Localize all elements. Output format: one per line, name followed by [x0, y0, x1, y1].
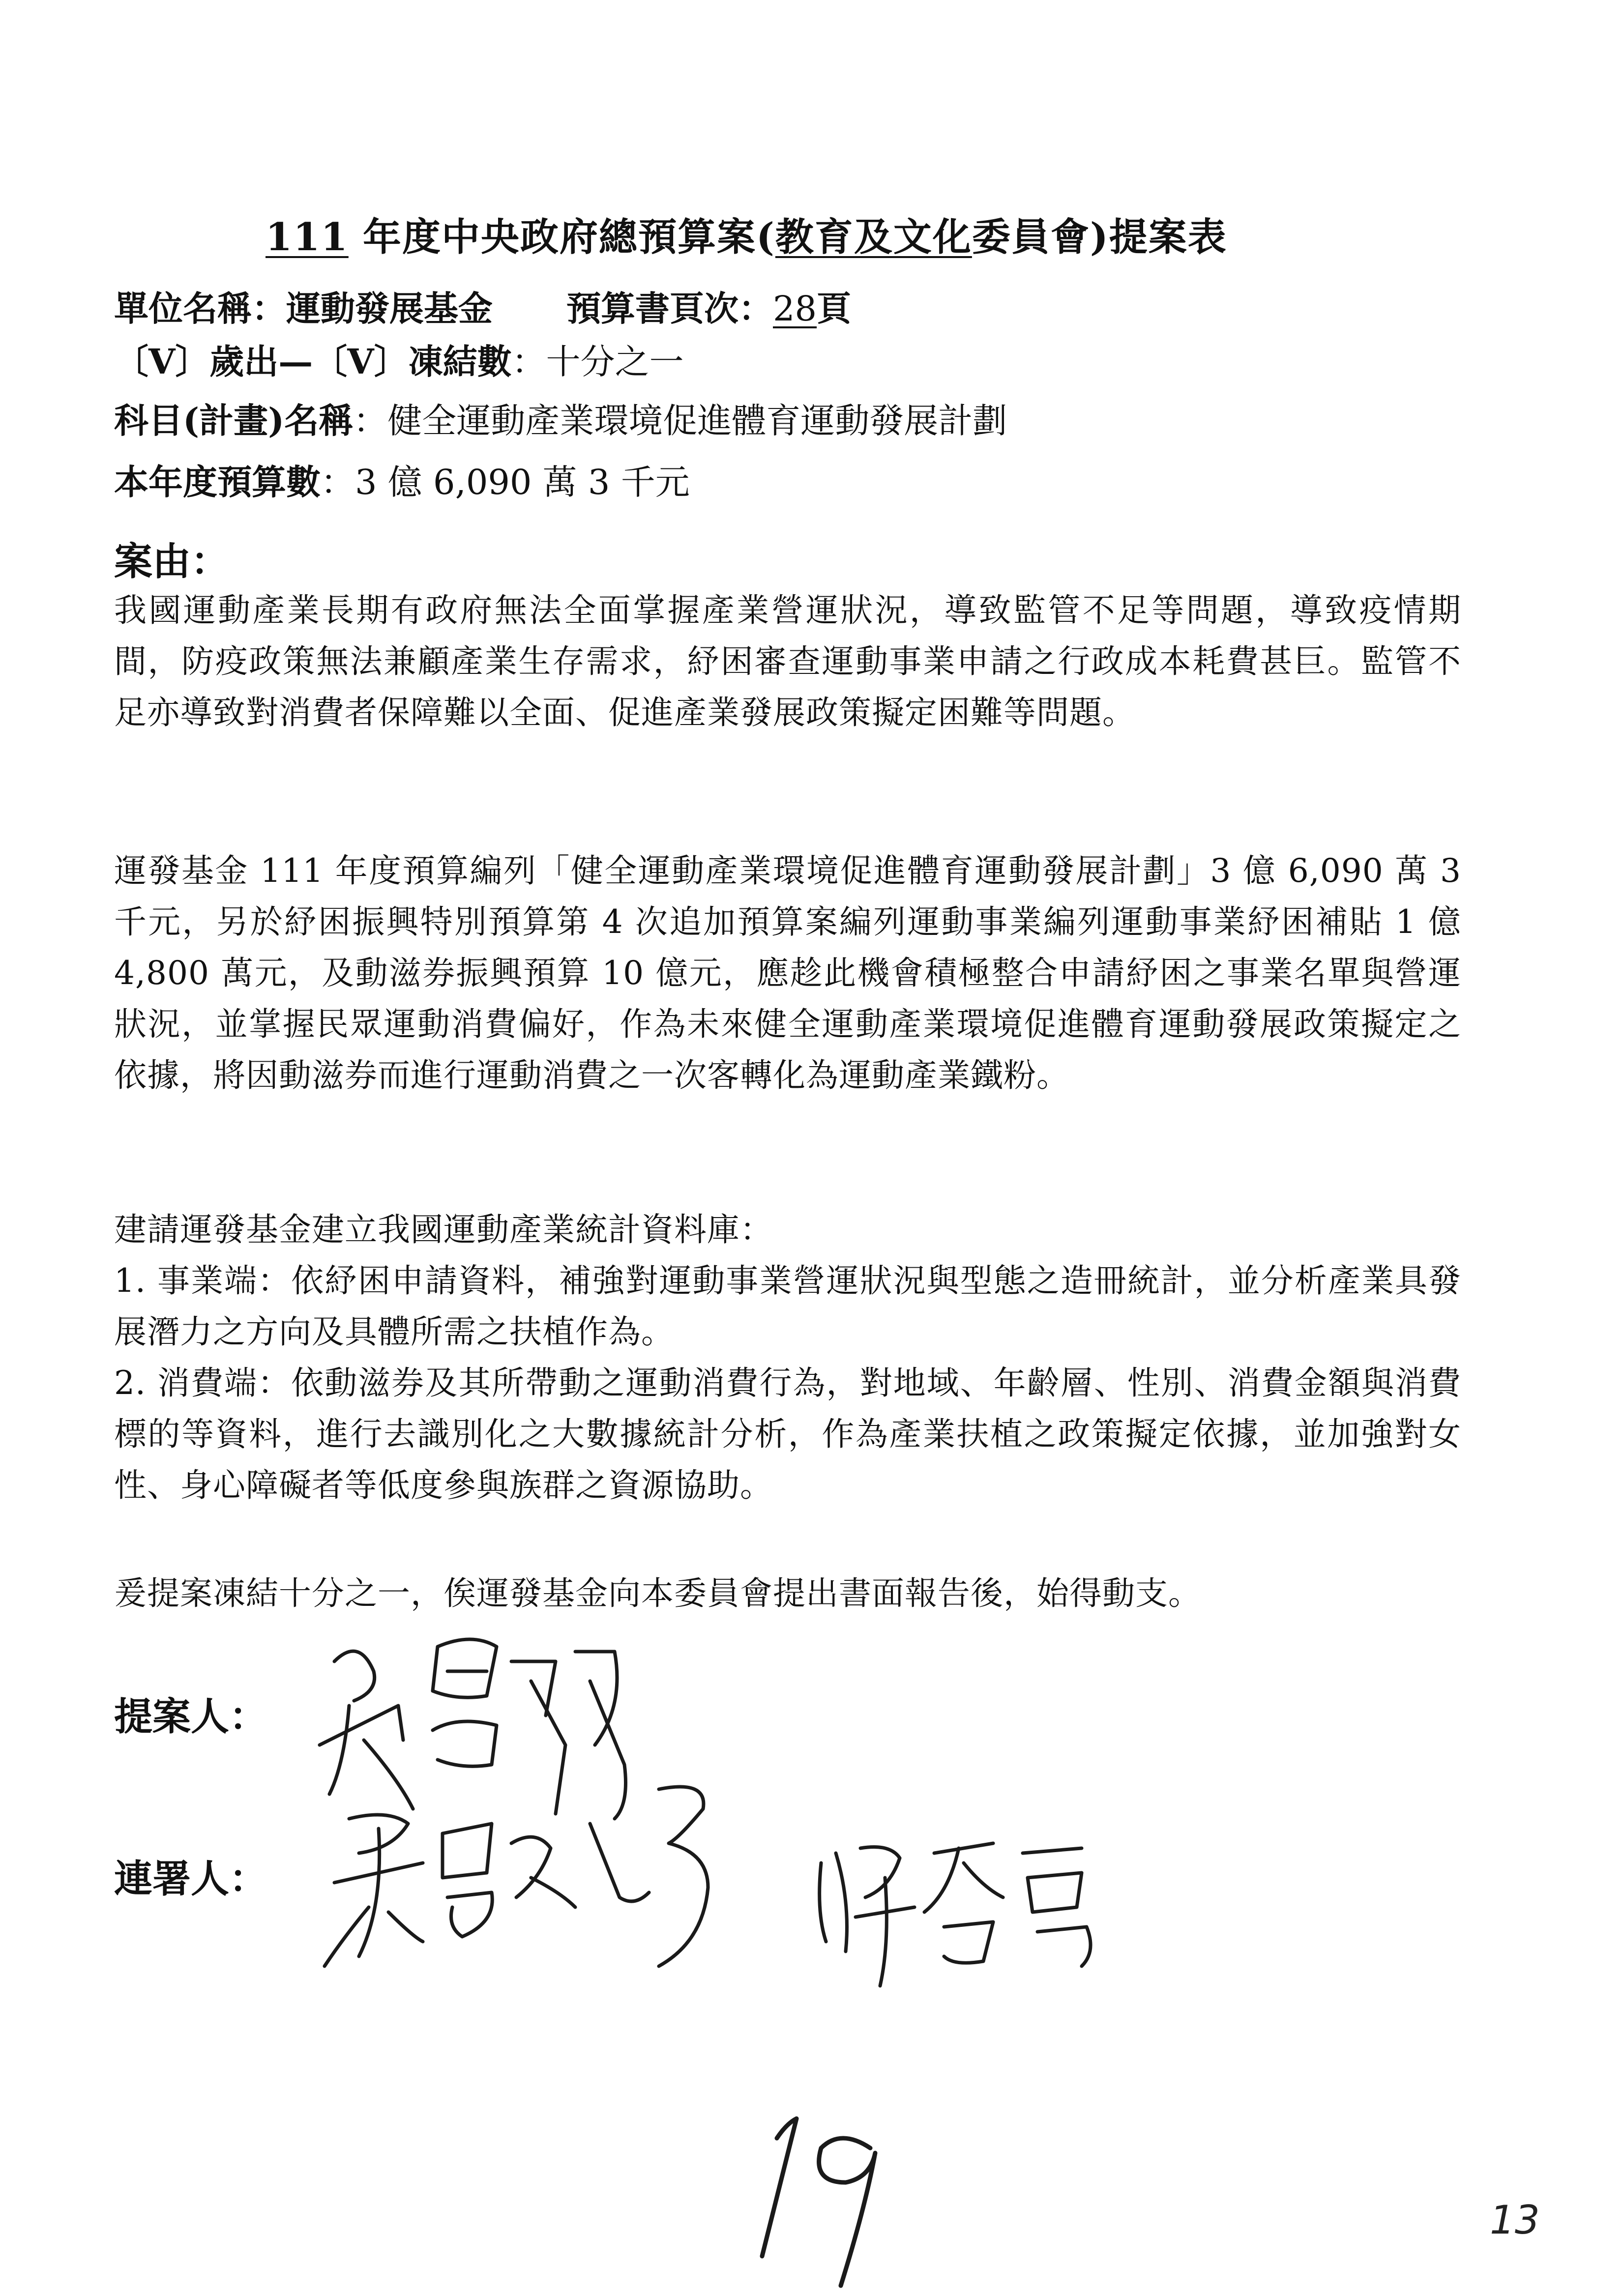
reason-paragraph-4: 爰提案凍結十分之一，俟運發基金向本委員會提出書面報告後，始得動支。 — [114, 1574, 1201, 1612]
list-item-business: 1. 事業端：依紓困申請資料，補強對運動事業營運狀況與型態之造冊統計，並分析產業具發展潛力之方向及具體所需之扶植作為。 — [114, 1262, 1461, 1351]
title-middle: 年度中央政府總預算案( — [348, 215, 775, 260]
unit-value: 運動發展基金 — [286, 288, 493, 329]
freeze-value: ：十分之一 — [511, 342, 684, 382]
cosigner-label: 連署人： — [114, 1857, 268, 1901]
freeze-label: 〔V〕歲出—〔V〕凍結數 — [114, 341, 512, 382]
cosigner-signature-2 — [806, 1833, 1111, 1996]
budget-page-label: 預算書頁次： — [566, 288, 773, 329]
unit-row — [114, 281, 851, 331]
reason-paragraph-3 — [114, 1204, 1461, 1511]
unit-label: 單位名稱： — [114, 288, 286, 329]
page-number: 13 — [1490, 2197, 1540, 2243]
proposer-label: 提案人： — [114, 1694, 268, 1739]
title-year: 111 — [266, 215, 349, 260]
subject-value: ：健全運動產業環境促進體育運動發展計劃 — [353, 401, 1007, 441]
cosigner-signature-1 — [315, 1779, 757, 1996]
reason-paragraph-2: 運發基金 111 年度預算編列「健全運動產業環境促進體育運動發展計劃」3 億 6,090 萬 3 千元，另於紓困振興特別預算第 4 次追加預算案編列運動事業編列運動事業紓困補貼 1 億 4,800 萬元，及動滋券振興預算 10 億元，應趁此機會積極整合申請紓困之事業名單與營運狀況，並掌握民眾運動消費偏好，作為未來健全運動產業環境促進體育運動發展政策擬定之依據，將因動滋券而進行運動消費之一次客轉化為運動產業鐵粉。 — [114, 852, 1461, 1094]
document-title — [266, 206, 1337, 262]
freeze-row — [114, 334, 684, 384]
title-rest: 委員會)提案表 — [972, 215, 1227, 260]
budget-page-value: 28 — [773, 289, 817, 329]
subject-label: 科目(計畫)名稱 — [114, 400, 354, 441]
title-committee: 教育及文化 — [775, 215, 972, 260]
budget-page-suffix: 頁 — [817, 288, 852, 329]
handwritten-number — [757, 2109, 905, 2291]
list-item-consumer: 2. 消費端：依動滋券及其所帶動之運動消費行為，對地域、年齡層、性別、消費金額與消費標的等資料，進行去識別化之大數據統計分析，作為產業扶植之政策擬定依據，並加強對女性、身心障礙者等低度參與族群之資源協助。 — [114, 1364, 1461, 1504]
budget-value: ：3 億 6,090 萬 3 千元 — [321, 462, 690, 502]
budget-label: 本年度預算數 — [114, 462, 321, 502]
reason-paragraph-1: 我國運動產業長期有政府無法全面掌握產業營運狀況，導致監管不足等問題，導致疫情期間，防疫政策無法兼顧產業生存需求，紓困審查運動事業申請之行政成本耗費甚巨。監管不足亦導致對消費者保障難以全面、促進產業發展政策擬定困難等問題。 — [114, 591, 1461, 731]
database-intro: 建請運發基金建立我國運動產業統計資料庫： — [114, 1211, 773, 1249]
budget-row — [114, 455, 690, 504]
reason-heading: 案由： — [114, 539, 230, 584]
subject-row — [114, 393, 1007, 443]
